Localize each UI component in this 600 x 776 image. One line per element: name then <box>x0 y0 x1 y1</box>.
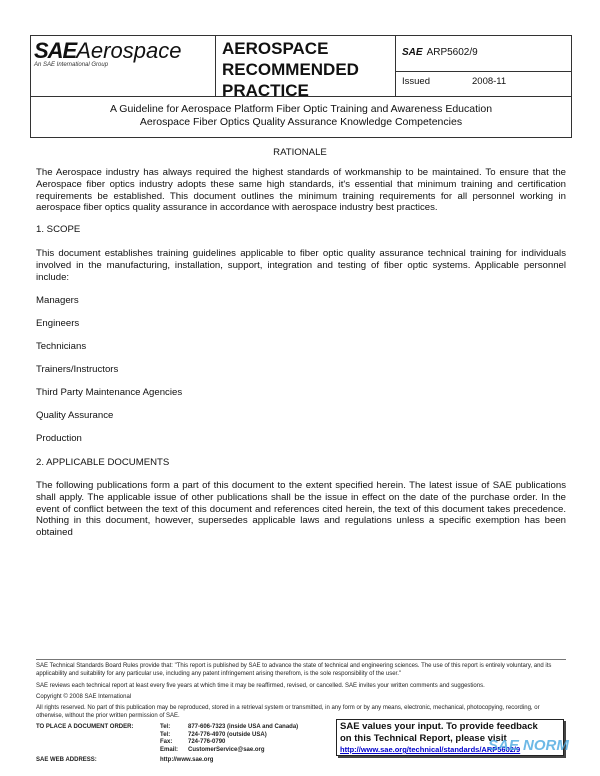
divider <box>395 71 572 72</box>
issued-label: Issued <box>402 76 430 87</box>
personnel-item: Trainers/Instructors <box>36 364 119 375</box>
footer-rules: SAE Technical Standards Board Rules provide that: "This report is published by SAE to advance the state of technical and engineering sciences. The use of this report is entirely voluntary, and its applicability and suitability for any particular use, including any patent infringement arising therefrom, is the sole responsibility of the user." <box>36 663 552 677</box>
scope-paragraph: This document establishes training guidelines applicable to fiber optic quality assurance technical training for individuals involved in the manufacturing, installation, support, integration and testing of fiber optic systems. Applicable personnel include: <box>36 248 566 283</box>
personnel-item: Third Party Maintenance Agencies <box>36 387 183 398</box>
feedback-link[interactable]: http://www.sae.org/technical/standards/ARP5602/9 <box>340 745 521 754</box>
personnel-item: Engineers <box>36 318 80 329</box>
feedback-text: SAE values your input. To provide feedback <box>340 721 538 732</box>
web-address-label: SAE WEB ADDRESS: <box>36 757 97 763</box>
document-type-title: AEROSPACE RECOMMENDED PRACTICE <box>222 39 359 100</box>
divider <box>395 36 396 96</box>
logo-subtitle: An SAE International Group <box>34 62 109 68</box>
feedback-text: on this Technical Report, please visit <box>340 732 507 744</box>
personnel-item: Technicians <box>36 341 87 352</box>
personnel-item: Managers <box>36 295 79 306</box>
web-address-link[interactable]: http://www.sae.org <box>160 757 214 763</box>
footer-copyright: Copyright © 2008 SAE International <box>36 694 132 700</box>
order-label: TO PLACE A DOCUMENT ORDER: <box>36 724 134 730</box>
divider <box>215 36 216 96</box>
rationale-heading: RATIONALE <box>273 147 327 158</box>
personnel-item: Production <box>36 433 82 444</box>
applicable-documents-heading: 2. APPLICABLE DOCUMENTS <box>36 457 170 468</box>
footer-review: SAE reviews each technical report at least every five years at which time it may be reaffirmed, revised, or cancelled. SAE invites your written comments and suggestions. <box>36 683 485 689</box>
document-number: SAE ARP5602/9 <box>402 47 478 58</box>
personnel-item: Quality Assurance <box>36 410 114 421</box>
footer-rights: All rights reserved. No part of this publication may be reproduced, stored in a retrieval system or transmitted, in any form or by any means, electronic, mechanical, photocopying, recording, or otherwise, without the prior written permission of SAE. <box>36 705 540 719</box>
sae-norm-watermark: SAE NORM <box>488 737 569 754</box>
scope-heading: 1. SCOPE <box>36 224 81 235</box>
issued-date: 2008-11 <box>472 76 507 87</box>
document-subtitle: A Guideline for Aerospace Platform Fiber Optic Training and Awareness Education Aerospace Fiber Optics Quality Assurance Knowledge Competencies <box>109 103 493 128</box>
applicable-documents-paragraph: The following publications form a part of this document to the extent specified herein. The latest issue of SAE publications shall apply. The applicable issue of other publications shall be the issue in effect on the date of the purchase order. In the event of conflict between the text of this document and references cited herein, the text of this document takes precedence. Nothing in this document, however, supersedes applicable laws and regulations unless a specific exemption has been obtained <box>36 480 566 539</box>
sae-aerospace-logo: SAEAerospace <box>34 38 182 63</box>
footer-divider <box>36 659 566 660</box>
rationale-paragraph: The Aerospace industry has always required the highest standards of workmanship to be maintained. To ensure that the Aerospace fiber optics industry adopts these same high standards, it's essential that minimum training and certification requirements be established. This document outlines the minimum training requirements for all personnel working in aerospace fiber optics quality assurance in accordance with aerospace industry best practices. <box>36 167 566 214</box>
contact-list: Tel: 877-606-7323 (inside USA and Canada) Tel: 724-776-4970 (outside USA) Fax: 724-776-0790 Email: CustomerService@sae.org <box>160 724 299 753</box>
